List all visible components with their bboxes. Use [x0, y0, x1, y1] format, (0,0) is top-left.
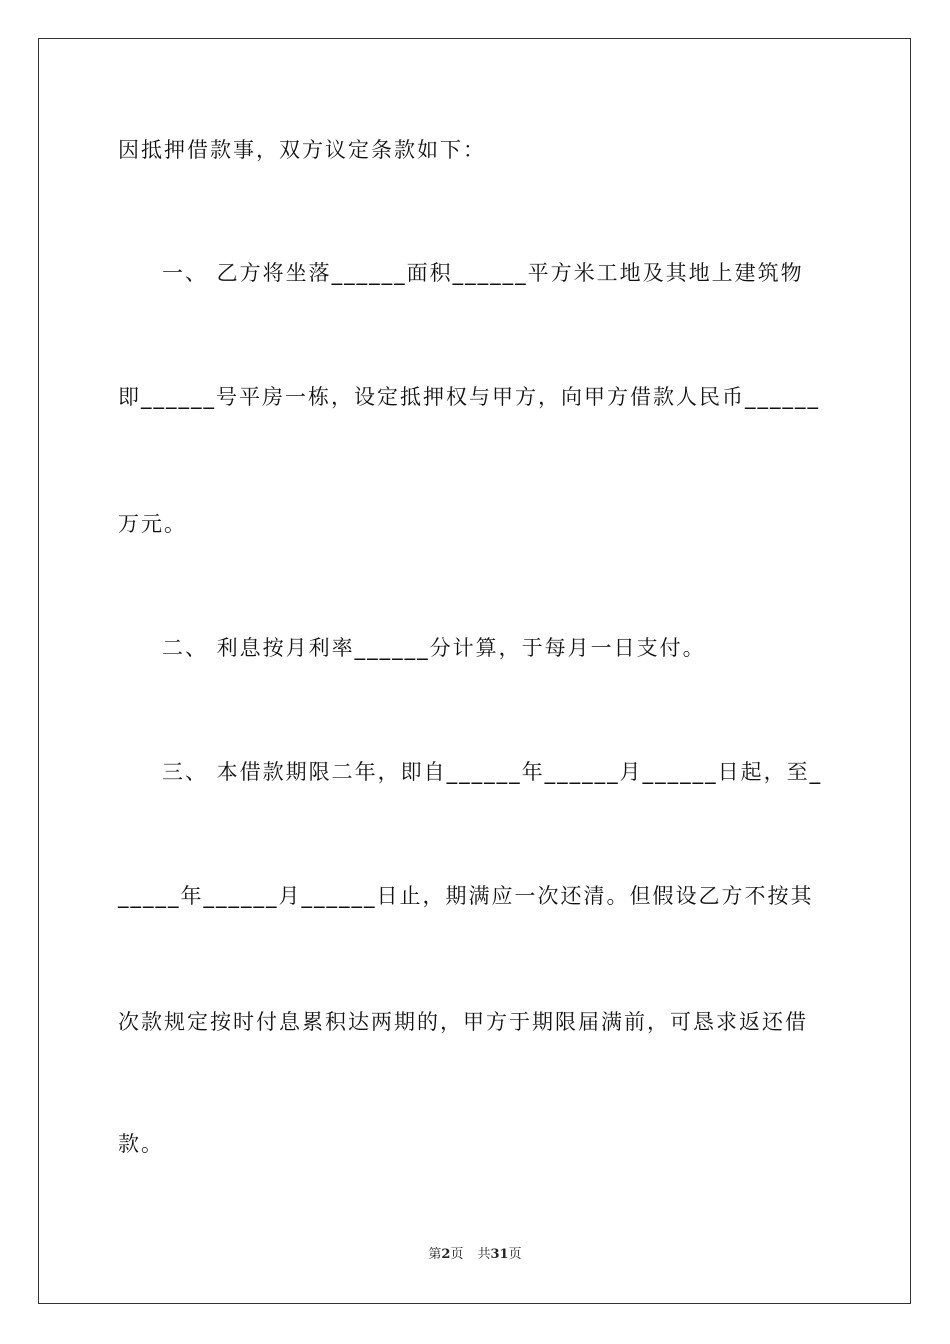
clause-1-line-2: 即______号平房一栋，设定抵押权与甲方，向甲方借款人民币______	[118, 385, 820, 409]
clause-2-line-1: 二、 利息按月利率______分计算，于每月一日支付。	[162, 636, 706, 660]
clause-1-line-3: 万元。	[118, 512, 187, 536]
page-number: 2	[441, 1247, 451, 1262]
total-suffix: 页	[508, 1247, 522, 1262]
clause-3-line-1: 三、 本借款期限二年，即自______年______月______日起，至_	[162, 760, 823, 784]
intro-line: 因抵押借款事，双方议定条款如下：	[118, 138, 486, 162]
page-suffix: 页	[450, 1247, 464, 1262]
page-footer	[0, 1246, 950, 1264]
clause-3-line-3: 次款规定按时付息累积达两期的，甲方于期限届满前，可恳求返还借	[118, 1010, 808, 1034]
total-pages: 31	[490, 1247, 509, 1262]
clause-3-line-4: 款。	[118, 1132, 164, 1156]
total-prefix: 共	[477, 1247, 491, 1262]
page-prefix: 第	[428, 1247, 442, 1262]
clause-1-line-1: 一、 乙方将坐落______面积______平方米工地及其地上建筑物	[162, 261, 804, 285]
page-frame	[38, 38, 911, 1304]
clause-3-line-2: _____年______月______日止，期满应一次还清。但假设乙方不按其	[118, 884, 814, 908]
